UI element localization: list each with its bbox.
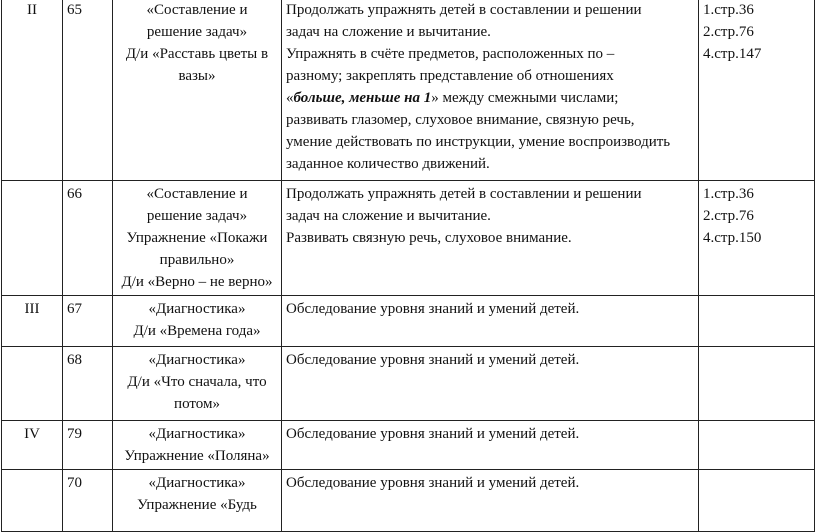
description-text: » между смежными числами; [431,90,619,106]
lesson-number-cell: 66 [63,181,113,296]
table-row [2,421,815,470]
reference-line: 1.стр.36 [703,186,754,202]
topic-line: «Составление и [146,186,248,202]
topic-line: Д/и «Что сначала, что [127,374,267,390]
table-row [2,296,815,347]
topic-line: Упражнение «Будь [137,497,257,513]
references-cell [699,181,815,296]
description-line: задач на сложение и вычитание. [286,24,491,40]
description-cell [282,421,699,470]
topic-line: «Диагностика» [148,475,246,491]
description-line: разному; закреплять представление об отношениях [286,68,614,84]
topic-cell [113,181,282,296]
references-cell [699,0,815,181]
topic-line: вазы» [178,68,216,84]
topic-cell [113,296,282,347]
topic-line: Упражнение «Поляна» [124,448,270,464]
reference-line: 2.стр.76 [703,208,754,224]
references-cell [699,421,815,470]
description-line: умение действовать по инструкции, умение воспроизводить [286,134,671,150]
lesson-plan-table [1,0,815,532]
topic-cell [113,0,282,181]
description-cell [282,296,699,347]
topic-line: Д/и «Расставь цветы в [125,46,269,62]
description-cell [282,470,699,532]
quarter-cell: III [2,296,63,347]
description-line: Продолжать упражнять детей в составлении и решении [286,186,642,202]
table-row [2,181,815,296]
references-cell [699,470,815,532]
table-row [2,470,815,532]
description-cell [282,181,699,296]
topic-line: Д/и «Верно – не верно» [121,274,273,290]
topic-line: потом» [174,396,220,412]
description-line: Обследование уровня знаний и умений детей. [286,426,580,442]
topic-cell [113,347,282,421]
reference-line: 1.стр.36 [703,2,754,18]
topic-line: правильно» [159,252,235,268]
table-row [2,0,815,181]
topic-line: Упражнение «Покажи [126,230,268,246]
description-line: Обследование уровня знаний и умений детей. [286,352,580,368]
topic-cell [113,421,282,470]
lesson-number-cell: 70 [63,470,113,532]
topic-line: «Диагностика» [148,426,246,442]
description-line: Развивать связную речь, слуховое внимание. [286,230,572,246]
description-line: Продолжать упражнять детей в составлении и решении [286,2,642,18]
references-cell [699,347,815,421]
lesson-number-cell: 79 [63,421,113,470]
description-line: Упражнять в счёте предметов, расположенных по – [286,46,615,62]
description-line [286,87,694,109]
topic-line: «Составление и [146,2,248,18]
description-cell [282,0,699,181]
table-row [2,347,815,421]
reference-line: 4.стр.147 [703,46,762,62]
description-line: задач на сложение и вычитание. [286,208,491,224]
reference-line: 2.стр.76 [703,24,754,40]
emphasis-text: больше, меньше на 1 [293,90,432,106]
description-line: Обследование уровня знаний и умений детей. [286,301,580,317]
description-line: заданное количество движений. [286,156,490,172]
description-line: развивать глазомер, слуховое внимание, связную речь, [286,112,635,128]
topic-line: решение задач» [146,24,248,40]
description-cell [282,347,699,421]
quote-open: « [286,90,294,106]
topic-line: Д/и «Времена года» [133,323,261,339]
lesson-number-cell: 67 [63,296,113,347]
quarter-cell: II [2,0,63,181]
quarter-cell [2,347,63,421]
description-line: Обследование уровня знаний и умений детей. [286,475,580,491]
quarter-cell [2,470,63,532]
topic-line: «Диагностика» [148,352,246,368]
topic-line: решение задач» [146,208,248,224]
lesson-number-cell: 65 [63,0,113,181]
lesson-number-cell: 68 [63,347,113,421]
topic-line: «Диагностика» [148,301,246,317]
references-cell [699,296,815,347]
reference-line: 4.стр.150 [703,230,762,246]
quarter-cell: IV [2,421,63,470]
topic-cell [113,470,282,532]
quarter-cell [2,181,63,296]
